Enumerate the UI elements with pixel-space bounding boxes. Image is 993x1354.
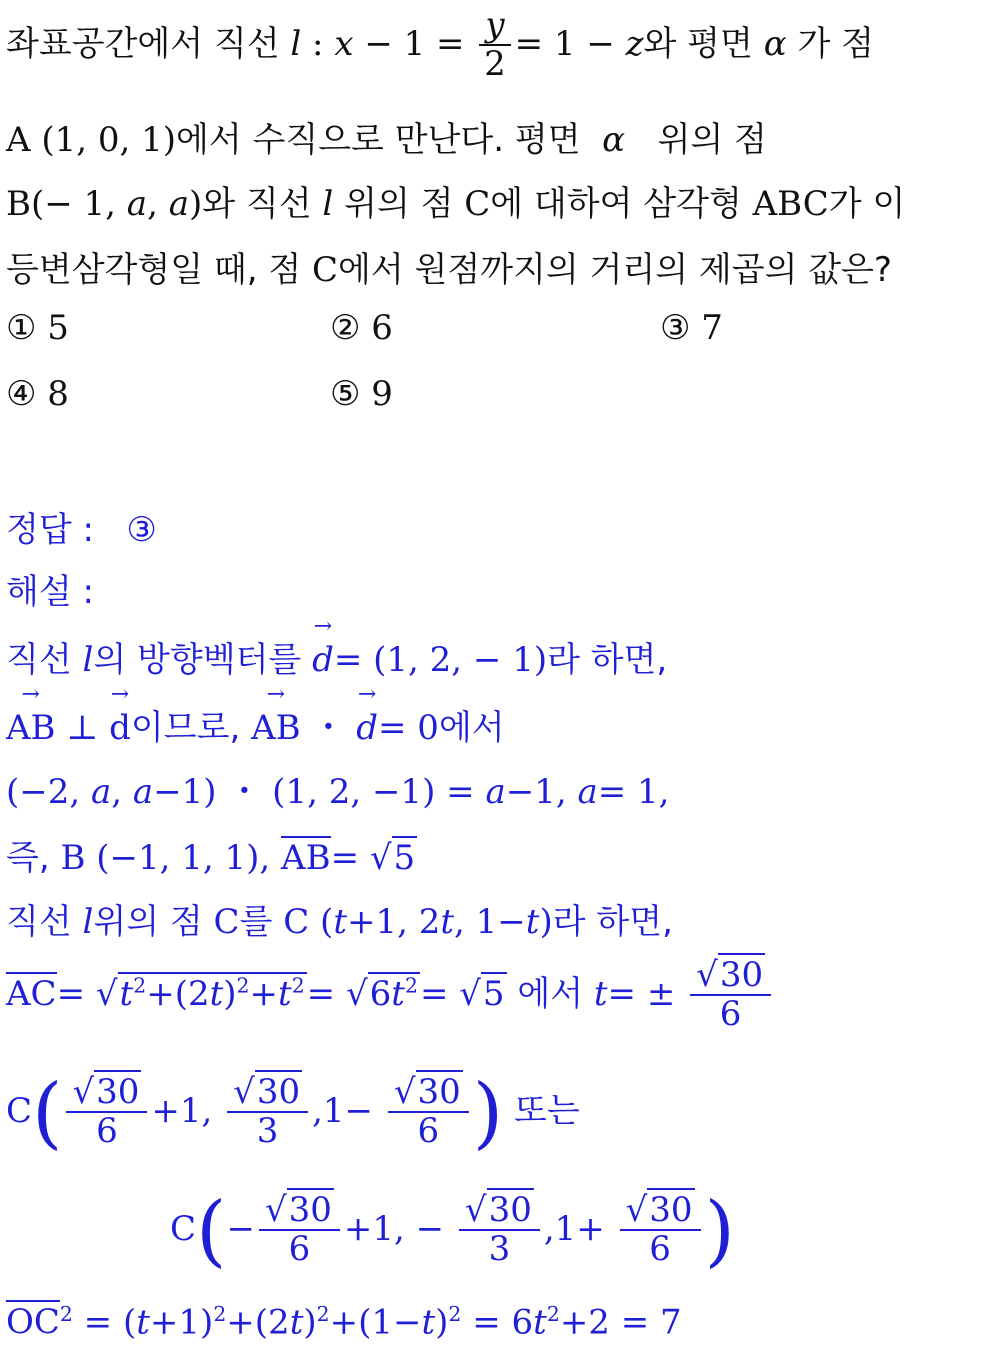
- problem-line-4: 등변삼각형일 때, 점 C에서 원점까지의 거리의 제곱의 값은?: [6, 250, 892, 290]
- solution-line-5: 직선 l위의 점 C를 C (t+1, 2t, 1−t)라 하면,: [6, 902, 673, 942]
- math-line-l: l: [290, 24, 302, 65]
- choice-5[interactable]: ⑤ 9: [330, 374, 393, 414]
- solution-line-1: 직선 l의 방향벡터를 → d= (1, 2, − 1)라 하면,: [6, 632, 667, 681]
- solution-line-final: $OC^2 = (t+1)^2+(2t)^2+(1-t)^2 = 6t^2+2 = 7$: [6, 1302, 682, 1343]
- problem-line-3: B(− 1, a, a)와 직선 l 위의 점 C에 대하여 삼각형 ABC가 이: [6, 184, 906, 224]
- answer-line: 정답 : ③: [6, 510, 157, 550]
- choice-4[interactable]: ④ 8: [6, 374, 69, 414]
- choice-2[interactable]: ② 6: [330, 308, 393, 348]
- solution-line-2: → AB ⊥ → d이므로, → AB ・ → d= 0에서: [6, 700, 505, 749]
- problem-line-2: A (1, 0, 1)에서 수직으로 만난다. 평면 α 위의 점: [6, 120, 767, 160]
- solution-point-c1: C( $\frac{√30}{6}$ +1, $\frac{√30}{3}$ ,1− $\frac{√30}{6}$ ) 또는: [6, 1068, 580, 1158]
- solution-line-4: 즉, B (−1, 1, 1), AB= √5: [6, 838, 416, 878]
- solution-line-6: $AC= √t^2+(2t)^2+t^2= √6t^2= √5$ 에서 t= ± $\frac{√30}{6}$: [6, 958, 775, 1033]
- solution-point-c2: C(− $\frac{√30}{6}$ +1, − $\frac{√30}{3}$ ,1+ $\frac{√30}{6}$ ): [170, 1186, 735, 1276]
- solution-label: 해설 :: [6, 572, 94, 612]
- solution-line-3: (−2, a, a−1) ・ (1, 2, −1) = a−1, a= 1,: [6, 772, 670, 812]
- problem-line-1: 좌표공간에서 직선 l : x − 1 = $\frac{y}{2}$ = 1 − z와 평면 α 가 점: [6, 5, 874, 84]
- fraction-y-over-2: $\frac{y}{2}$: [479, 8, 510, 83]
- choice-3[interactable]: ③ 7: [660, 308, 723, 348]
- choice-1[interactable]: ① 5: [6, 308, 69, 348]
- fraction-sqrt30-over-6: $\frac{√30}{6}$: [690, 958, 771, 1033]
